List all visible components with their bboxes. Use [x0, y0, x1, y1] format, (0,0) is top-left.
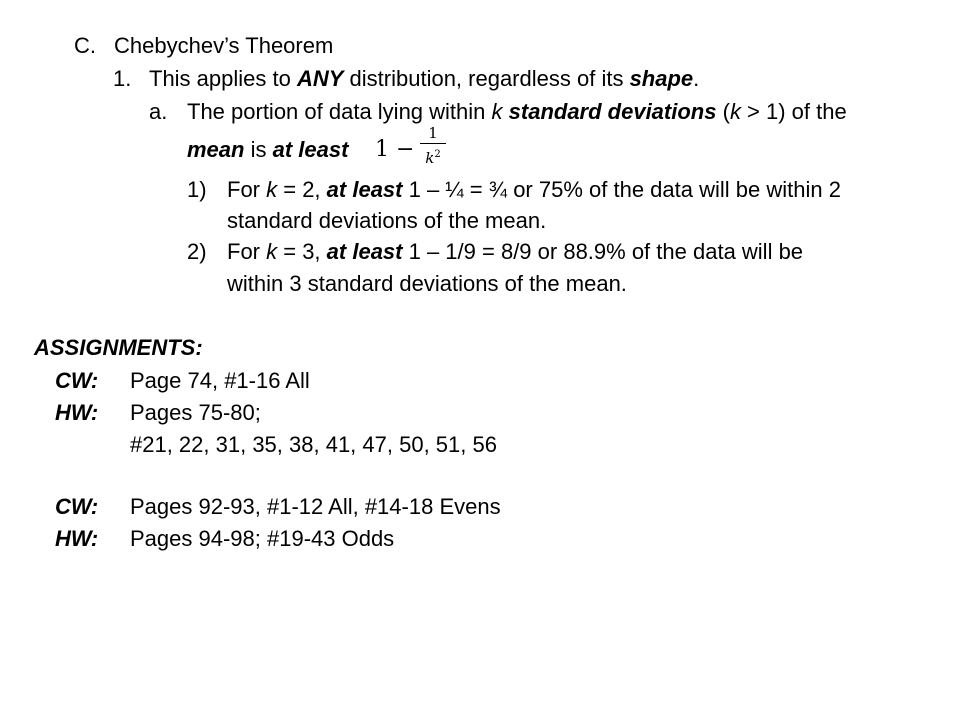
sub-point-a-text [187, 99, 847, 125]
formula-den-var: k [425, 149, 435, 167]
point-1-marker: 1. [113, 66, 132, 91]
item-2-marker: 2) [187, 239, 207, 264]
assignment-text: Pages 94-98; #19-43 Odds [130, 526, 395, 551]
point-1-text [149, 66, 699, 92]
point-1-text-c: distribution, regardless of its [343, 66, 630, 91]
sub-a-var-k: k [491, 99, 503, 124]
item-1-text-d: 1 – ¼ = ¾ or 75% of the data will be within 2 [402, 177, 841, 202]
point-1-text-e: . [693, 66, 700, 91]
item-1-marker: 1) [187, 177, 207, 202]
section-title: Chebychev’s Theorem [114, 33, 334, 58]
item-2-text-a: For [227, 239, 267, 264]
assignment-text: #21, 22, 31, 35, 38, 41, 47, 50, 51, 56 [130, 432, 497, 457]
assignment-label: CW: [55, 494, 99, 519]
sub-a-paren: ( [716, 99, 730, 124]
assignment-label: HW: [55, 400, 99, 425]
assignment-text: Pages 75-80; [130, 400, 261, 425]
section-marker: C. [74, 33, 96, 58]
item-1-var-k: k [266, 177, 278, 202]
item-1-text-b: = 2, [277, 177, 327, 202]
sub-a-emphasis-mean: mean [187, 137, 245, 162]
sub-a-text-a: The portion of data lying within [187, 99, 492, 124]
sub-a-is: is [244, 137, 273, 162]
formula-denominator [420, 146, 446, 167]
sub-point-a-line-2 [187, 137, 348, 163]
point-1-emphasis-shape: shape [629, 66, 694, 91]
item-2-text [227, 239, 803, 265]
item-2-emphasis-at-least: at least [326, 239, 403, 264]
item-1-text [227, 177, 841, 203]
item-1-emphasis-at-least: at least [326, 177, 403, 202]
item-1-line-2: standard deviations of the mean. [227, 208, 547, 233]
assignment-text: Pages 92-93, #1-12 All, #14-18 Evens [130, 494, 501, 519]
item-2-text-d: 1 – 1/9 = 8/9 or 88.9% of the data will be [402, 239, 804, 264]
formula-numerator: 1 [428, 124, 438, 142]
sub-a-text-e: > 1) of the [740, 99, 847, 124]
assignment-text: Page 74, #1-16 All [130, 368, 310, 393]
formula-prefix: 1 − [375, 137, 415, 162]
fraction-bar [420, 143, 446, 144]
item-1-text-a: For [227, 177, 267, 202]
item-2-line-2: within 3 standard deviations of the mean. [227, 271, 627, 296]
point-1-emphasis-any: ANY [296, 66, 344, 91]
formula-den-exponent: 2 [434, 149, 441, 160]
formula-fraction [420, 124, 446, 167]
assignments-heading: ASSIGNMENTS: [34, 335, 203, 360]
sub-a-emphasis-at-least: at least [272, 137, 349, 162]
assignment-label: HW: [55, 526, 99, 551]
assignment-label: CW: [55, 368, 99, 393]
item-2-var-k: k [266, 239, 278, 264]
sub-a-emphasis-sd: standard deviations [508, 99, 717, 124]
item-2-text-b: = 3, [277, 239, 327, 264]
sub-point-a-marker: a. [149, 99, 168, 124]
point-1-text-a: This applies to [149, 66, 297, 91]
sub-a-var-k-2: k [729, 99, 741, 124]
